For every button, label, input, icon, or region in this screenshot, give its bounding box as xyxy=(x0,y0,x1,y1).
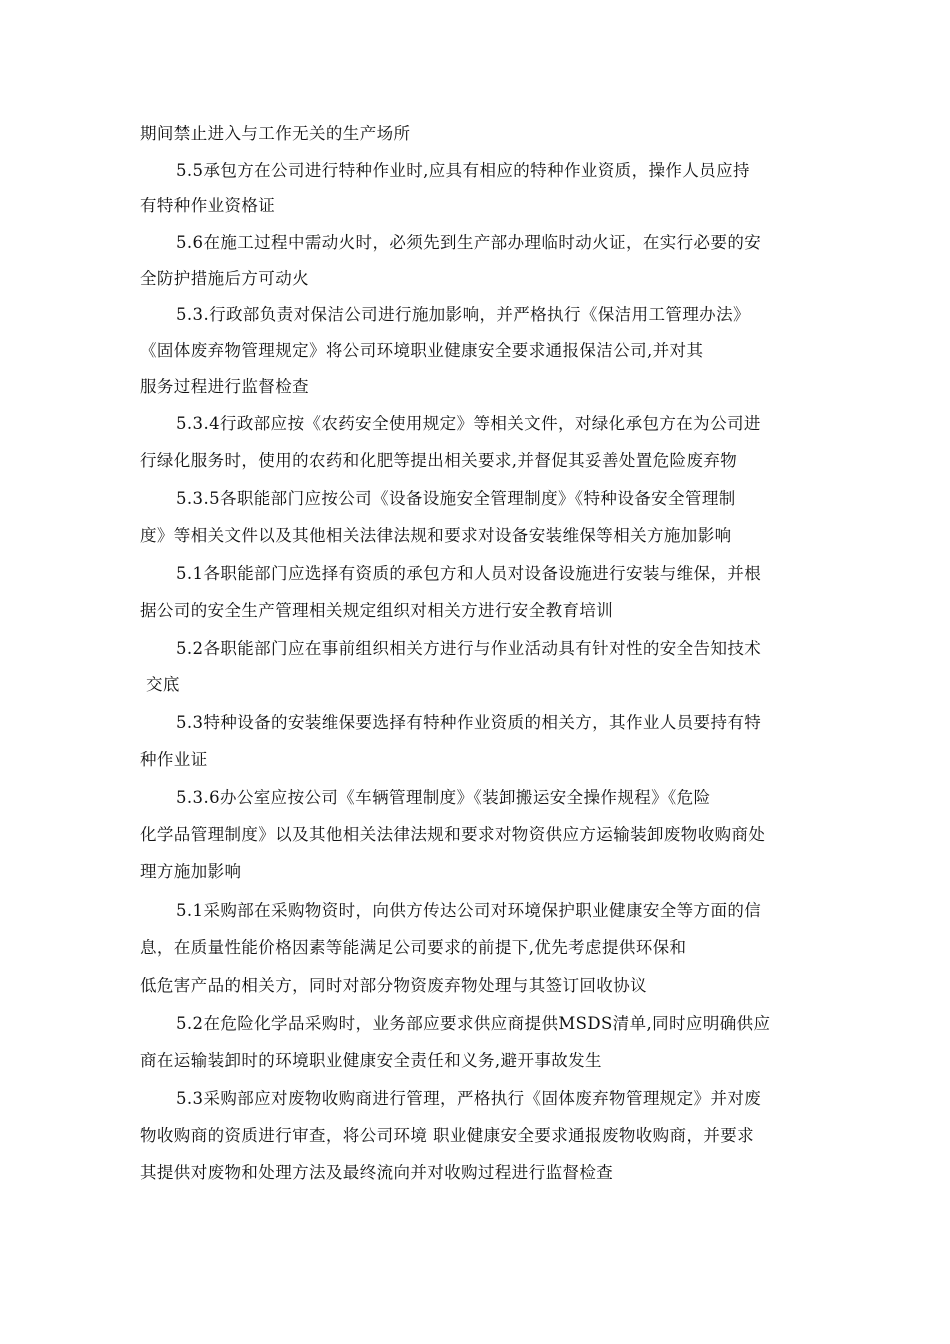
text-line: 据公司的安全生产管理相关规定组织对相关方进行安全教育培训 xyxy=(140,601,614,620)
text-line: 5.3.行政部负责对保洁公司进行施加影响，并严格执行《保洁用工管理办法》 xyxy=(176,305,750,324)
text-line: 交底 xyxy=(146,675,180,694)
text-line: 种作业证 xyxy=(140,750,208,769)
text-line: 有特种作业资格证 xyxy=(140,196,276,215)
text-line: 商在运输装卸时的环境职业健康安全责任和义务,避开事故发生 xyxy=(140,1051,602,1070)
text-line: 服务过程进行监督检查 xyxy=(140,377,309,396)
text-line: 行绿化服务时，使用的农药和化肥等提出相关要求,并督促其妥善处置危险废弃物 xyxy=(140,451,738,470)
text-line: 5.1各职能部门应选择有资质的承包方和人员对设备设施进行安装与维保，并根 xyxy=(176,564,762,583)
text-line: 5.2各职能部门应在事前组织相关方进行与作业活动具有针对性的安全告知技术 xyxy=(176,639,762,658)
text-line: 物收购商的资质进行审查，将公司环境 职业健康安全要求通报废物收购商，并要求 xyxy=(140,1126,755,1145)
text-line: 全防护措施后方可动火 xyxy=(140,269,309,288)
text-line: 期间禁止进入与工作无关的生产场所 xyxy=(140,124,411,143)
text-line: 5.3采购部应对废物收购商进行管理，严格执行《固体废弃物管理规定》并对废 xyxy=(176,1089,762,1108)
text-line: 5.3.4行政部应按《农药安全使用规定》等相关文件，对绿化承包方在为公司进 xyxy=(176,414,761,433)
text-line: 5.3特种设备的安装维保要选择有特种作业资质的相关方，其作业人员要持有特 xyxy=(176,713,762,732)
text-line: 其提供对废物和处理方法及最终流向并对收购过程进行监督检查 xyxy=(140,1163,614,1182)
text-line: 5.3.5各职能部门应按公司《设备设施安全管理制度》《特种设备安全管理制 xyxy=(176,489,736,508)
text-line: 5.6在施工过程中需动火时，必须先到生产部办理临时动火证，在实行必要的安 xyxy=(176,233,762,252)
text-line: 理方施加影响 xyxy=(140,862,242,881)
text-line: 化学品管理制度》以及其他相关法律法规和要求对物资供应方运输装卸废物收购商处 xyxy=(140,825,766,844)
text-line: 低危害产品的相关方，同时对部分物资废弃物处理与其签订回收协议 xyxy=(140,976,647,995)
text-line: 《固体废弃物管理规定》将公司环境职业健康安全要求通报保洁公司,并对其 xyxy=(140,341,704,360)
text-line: 度》等相关文件以及其他相关法律法规和要求对设备安装维保等相关方施加影响 xyxy=(140,526,732,545)
text-line: 息，在质量性能价格因素等能满足公司要求的前提下,优先考虑提供环保和 xyxy=(140,938,687,957)
text-line: 5.5承包方在公司进行特种作业时,应具有相应的特种作业资质，操作人员应持 xyxy=(176,161,750,180)
text-line: 5.1采购部在采购物资时，向供方传达公司对环境保护职业健康安全等方面的信 xyxy=(176,901,762,920)
text-line: 5.3.6办公室应按公司《车辆管理制度》《装卸搬运安全操作规程》《危险 xyxy=(176,788,711,807)
text-line: 5.2在危险化学品采购时，业务部应要求供应商提供MSDS清单,同时应明确供应 xyxy=(176,1014,771,1033)
